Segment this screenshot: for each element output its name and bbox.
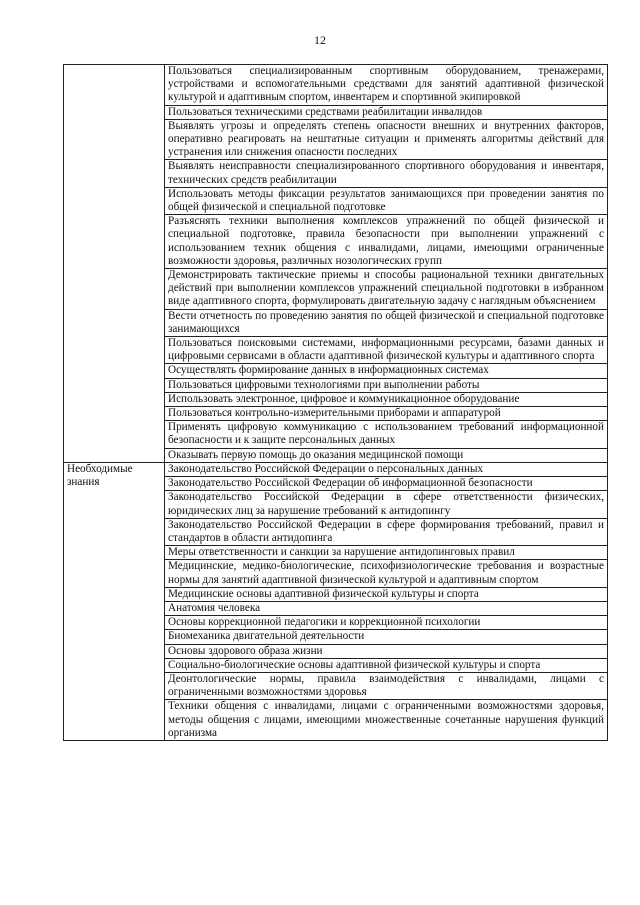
skill-item: Пользоваться цифровыми технологиями при выполнении работы (165, 378, 608, 392)
knowledge-item: Основы здорового образа жизни (165, 644, 608, 658)
skills-category-cell (64, 65, 165, 463)
skill-item: Применять цифровую коммуникацию с использованием требований информационной безопасности и к защите персональных данных (165, 421, 608, 448)
knowledge-item: Деонтологические нормы, правила взаимодействия с инвалидами, лицами с ограниченными возможностями здоровья (165, 672, 608, 699)
knowledge-item: Медицинские, медико-биологические, психофизиологические требования и возрастные нормы для занятий адаптивной физической культурой и адаптивным спортом (165, 560, 608, 587)
knowledge-item: Законодательство Российской Федерации в сфере формирования требований, правил и стандартов в области антидопинга (165, 518, 608, 545)
requirements-table (63, 64, 608, 741)
knowledge-item: Биомеханика двигательной деятельности (165, 630, 608, 644)
knowledge-item: Законодательство Российской Федерации о персональных данных (165, 462, 608, 476)
page-number: 12 (314, 33, 326, 47)
skill-item: Выявлять неисправности специализированного спортивного оборудования и инвентаря, технических средств реабилитации (165, 160, 608, 187)
knowledge-item: Законодательство Российской Федерации об информационной безопасности (165, 477, 608, 491)
knowledge-item: Законодательство Российской Федерации в сфере ответственности физических, юридических лиц за нарушение требований к антидопингу (165, 491, 608, 518)
skill-item: Демонстрировать тактические приемы и способы рациональной техники двигательных действий при выполнении комплексов упражнений специальной подготовки в избранном виде адаптивного спорта, формулировать двигательную задачу с наглядным объяснением (165, 269, 608, 310)
skill-item: Использовать электронное, цифровое и коммуникационное оборудование (165, 392, 608, 406)
skill-item: Осуществлять формирование данных в информационных системах (165, 364, 608, 378)
knowledge-item: Основы коррекционной педагогики и коррекционной психологии (165, 616, 608, 630)
skill-item: Пользоваться специализированным спортивным оборудованием, тренажерами, устройствами и вспомогательными средствами для занятий адаптивной физической культурой и адаптивным спортом, инвентарем и спортивной экипировкой (165, 65, 608, 106)
table-row (64, 462, 608, 476)
skill-item: Пользоваться техническими средствами реабилитации инвалидов (165, 105, 608, 119)
knowledge-item: Медицинские основы адаптивной физической культуры и спорта (165, 587, 608, 601)
knowledge-item: Социально-биологические основы адаптивной физической культуры и спорта (165, 658, 608, 672)
knowledge-category-label: Необходимые знания (64, 462, 165, 740)
skill-item: Выявлять угрозы и определять степень опасности внешних и внутренних факторов, оперативно реагировать на нештатные ситуации и применять алгоритмы действий для устранения или снижения опасности последних (165, 119, 608, 160)
knowledge-item: Техники общения с инвалидами, лицами с ограниченными возможностями здоровья, методы общения с лицами, имеющими множественные сочетанные нарушения функций организма (165, 700, 608, 741)
skill-item: Вести отчетность по проведению занятия по общей физической и специальной подготовке занимающихся (165, 309, 608, 336)
skill-item: Использовать методы фиксации результатов занимающихся при проведении занятия по общей физической и специальной подготовке (165, 187, 608, 214)
knowledge-item: Анатомия человека (165, 601, 608, 615)
skill-item: Разъяснять техники выполнения комплексов упражнений по общей физической и специальной подготовке, правила безопасности при выполнении упражнений с использованием техник общения с инвалидами, лицами, имеющими ограниченные возможности здоровья, различных нозологических групп (165, 215, 608, 269)
knowledge-item: Меры ответственности и санкции за нарушение антидопинговых правил (165, 546, 608, 560)
skill-item: Пользоваться контрольно-измерительными приборами и аппаратурой (165, 407, 608, 421)
skill-item: Оказывать первую помощь до оказания медицинской помощи (165, 448, 608, 462)
skill-item: Пользоваться поисковыми системами, информационными ресурсами, базами данных и цифровыми сервисами в области адаптивной физической культуры и адаптивного спорта (165, 337, 608, 364)
table-row (64, 65, 608, 106)
